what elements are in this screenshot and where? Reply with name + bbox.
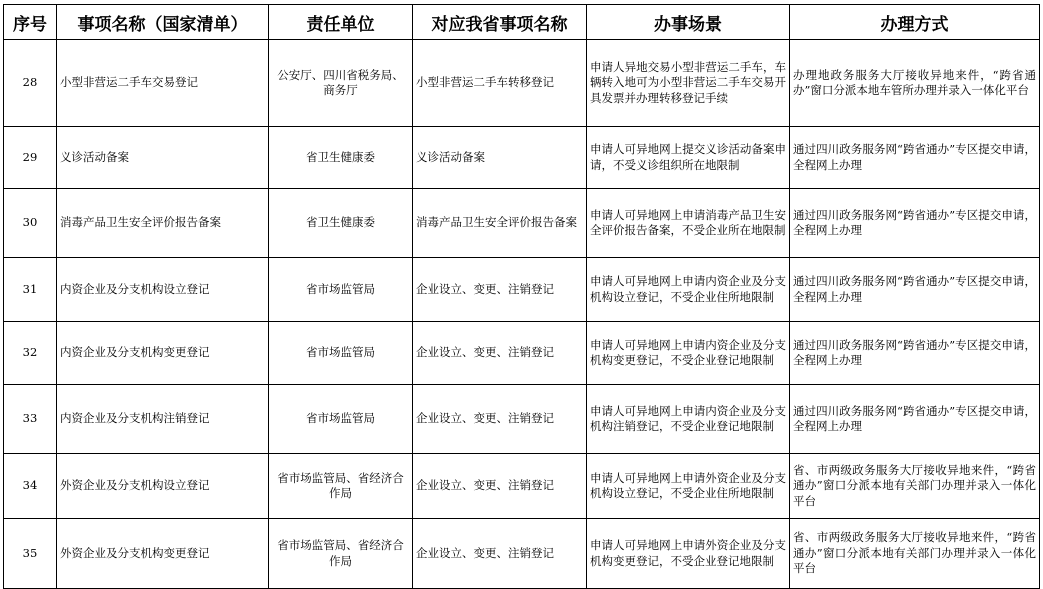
cell-serial-number: 29 [4,127,57,189]
cell-province-matter-name: 企业设立、变更、注销登记 [413,322,587,385]
header-matter-name: 事项名称（国家清单） [57,5,269,40]
cell-scenario: 申请人异地交易小型非营运二手车，车辆转入地可为小型非营运二手车交易开具发票并办理转移登记手续 [587,40,790,127]
cell-responsible-unit: 省卫生健康委 [269,189,413,258]
cell-serial-number: 31 [4,258,57,322]
table-row [4,385,1040,454]
cell-matter-name: 义诊活动备案 [57,127,269,189]
cell-matter-name: 内资企业及分支机构注销登记 [57,385,269,454]
header-row [4,5,1040,40]
table-row [4,40,1040,127]
cell-handling-method: 通过四川政务服务网“跨省通办”专区提交申请，全程网上办理 [790,385,1040,454]
cell-province-matter-name: 义诊活动备案 [413,127,587,189]
cell-serial-number: 33 [4,385,57,454]
cell-serial-number: 30 [4,189,57,258]
cell-province-matter-name: 企业设立、变更、注销登记 [413,519,587,589]
header-responsible-unit: 责任单位 [269,5,413,40]
header-province-matter-name: 对应我省事项名称 [413,5,587,40]
cell-responsible-unit: 省市场监管局 [269,322,413,385]
table-row [4,454,1040,519]
cell-matter-name: 外资企业及分支机构变更登记 [57,519,269,589]
cell-province-matter-name: 企业设立、变更、注销登记 [413,258,587,322]
cell-handling-method: 省、市两级政务服务大厅接收异地来件，“跨省通办”窗口分派本地有关部门办理并录入一体化平台 [790,519,1040,589]
cell-serial-number: 28 [4,40,57,127]
cell-responsible-unit: 省市场监管局 [269,258,413,322]
cell-province-matter-name: 消毒产品卫生安全评价报告备案 [413,189,587,258]
cell-matter-name: 小型非营运二手车交易登记 [57,40,269,127]
cell-scenario: 申请人可异地网上提交义诊活动备案申请，不受义诊组织所在地限制 [587,127,790,189]
cell-province-matter-name: 小型非营运二手车转移登记 [413,40,587,127]
cell-scenario: 申请人可异地网上申请消毒产品卫生安全评价报告备案，不受企业所在地限制 [587,189,790,258]
cell-responsible-unit: 省市场监管局、省经济合作局 [269,454,413,519]
cell-matter-name: 内资企业及分支机构变更登记 [57,322,269,385]
table-row [4,322,1040,385]
cell-handling-method: 办理地政务服务大厅接收异地来件，“跨省通办”窗口分派本地车管所办理并录入一体化平台 [790,40,1040,127]
matters-table [3,4,1040,589]
cell-province-matter-name: 企业设立、变更、注销登记 [413,454,587,519]
cell-scenario: 申请人可异地网上申请内资企业及分支机构变更登记，不受企业登记地限制 [587,322,790,385]
cell-responsible-unit: 公安厅、四川省税务局、商务厅 [269,40,413,127]
table-row [4,519,1040,589]
cell-serial-number: 32 [4,322,57,385]
cell-serial-number: 34 [4,454,57,519]
table-row [4,258,1040,322]
cell-matter-name: 外资企业及分支机构设立登记 [57,454,269,519]
cell-scenario: 申请人可异地网上申请内资企业及分支机构注销登记，不受企业登记地限制 [587,385,790,454]
cell-scenario: 申请人可异地网上申请外资企业及分支机构设立登记，不受企业住所地限制 [587,454,790,519]
cell-responsible-unit: 省卫生健康委 [269,127,413,189]
cell-handling-method: 通过四川政务服务网“跨省通办”专区提交申请，全程网上办理 [790,322,1040,385]
cell-handling-method: 通过四川政务服务网“跨省通办”专区提交申请，全程网上办理 [790,258,1040,322]
cell-handling-method: 通过四川政务服务网“跨省通办”专区提交申请，全程网上办理 [790,189,1040,258]
header-scenario: 办事场景 [587,5,790,40]
header-handling-method: 办理方式 [790,5,1040,40]
cell-responsible-unit: 省市场监管局、省经济合作局 [269,519,413,589]
cell-matter-name: 消毒产品卫生安全评价报告备案 [57,189,269,258]
cell-responsible-unit: 省市场监管局 [269,385,413,454]
cell-handling-method: 省、市两级政务服务大厅接收异地来件，“跨省通办”窗口分派本地有关部门办理并录入一体化平台 [790,454,1040,519]
table-row [4,189,1040,258]
header-serial-number: 序号 [4,5,57,40]
cell-serial-number: 35 [4,519,57,589]
cell-scenario: 申请人可异地网上申请内资企业及分支机构设立登记，不受企业住所地限制 [587,258,790,322]
cell-scenario: 申请人可异地网上申请外资企业及分支机构变更登记，不受企业登记地限制 [587,519,790,589]
cell-matter-name: 内资企业及分支机构设立登记 [57,258,269,322]
cell-handling-method: 通过四川政务服务网“跨省通办”专区提交申请，全程网上办理 [790,127,1040,189]
table-row [4,127,1040,189]
cell-province-matter-name: 企业设立、变更、注销登记 [413,385,587,454]
